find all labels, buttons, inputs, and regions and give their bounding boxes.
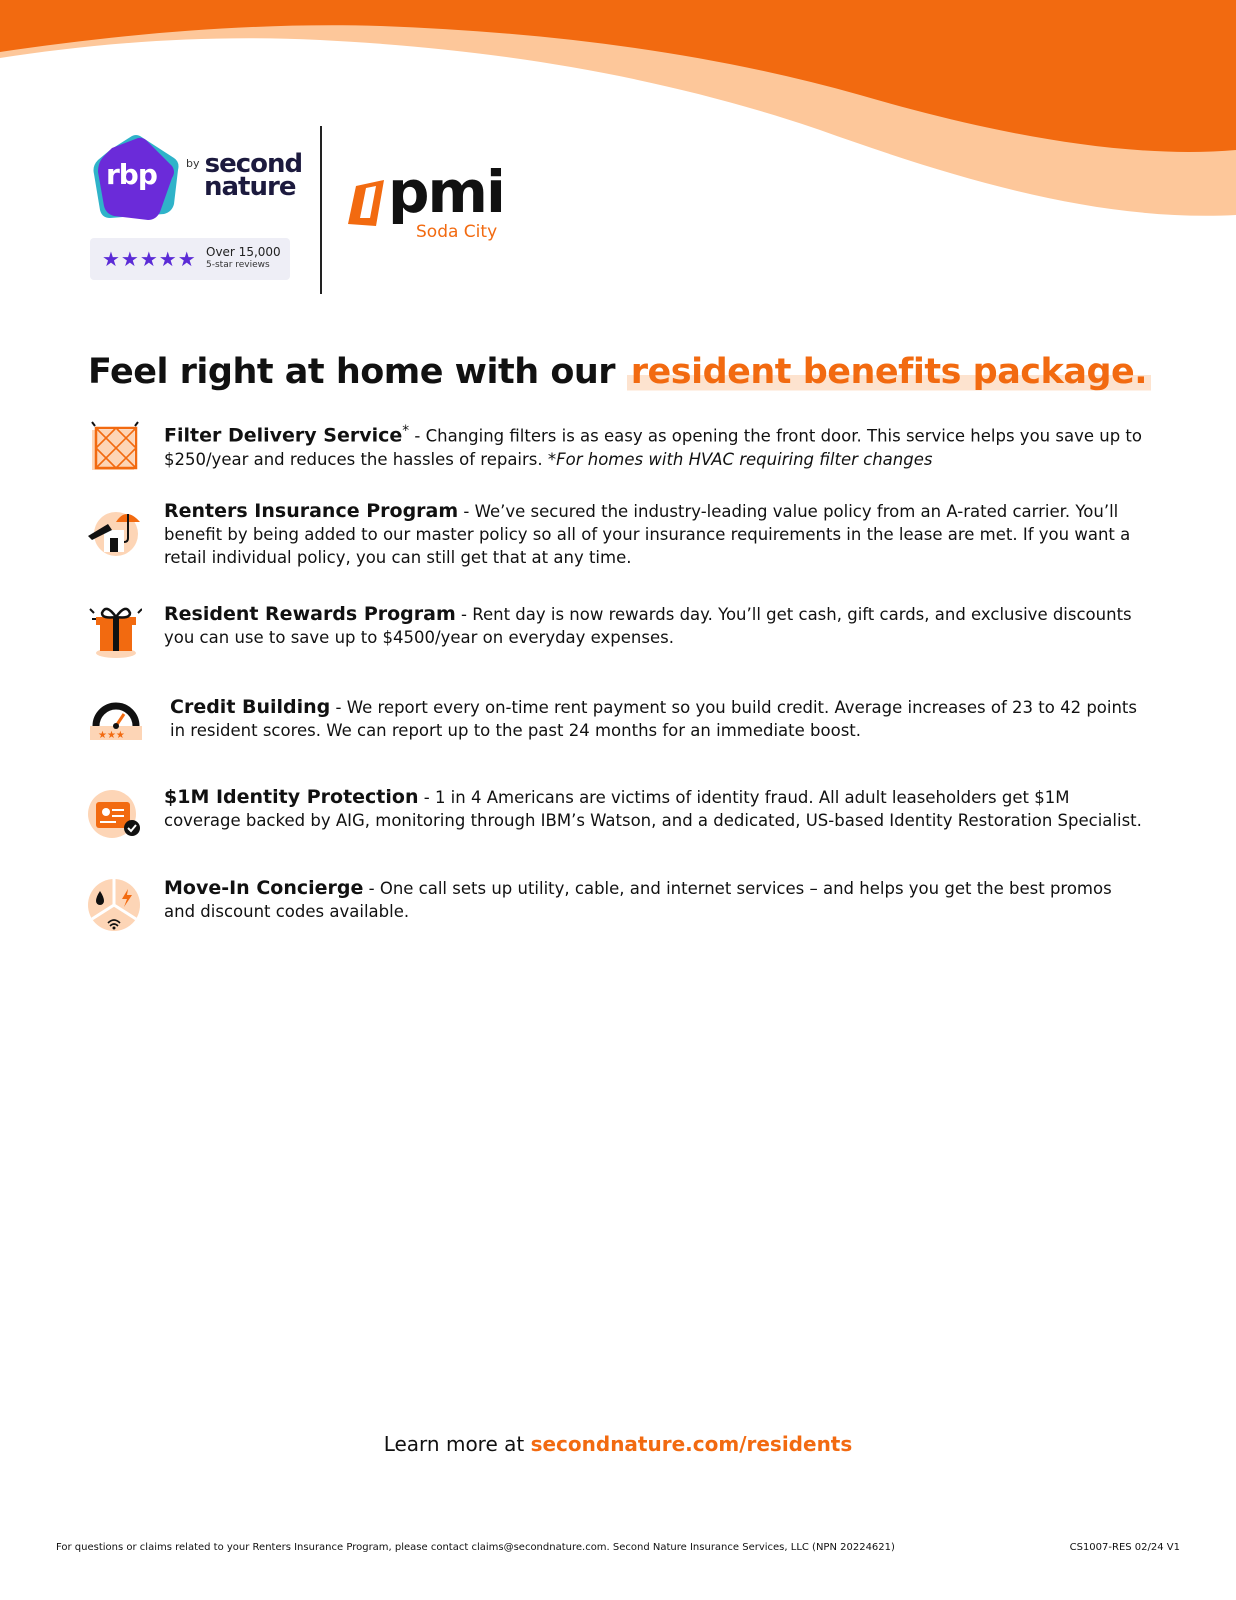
benefit-renters-insurance-text <box>164 500 1144 569</box>
review-text <box>206 246 281 272</box>
second-nature-line1: second <box>204 149 303 179</box>
learn-more-link[interactable]: secondnature.com/residents <box>530 1432 853 1456</box>
filter-icon <box>86 420 142 476</box>
credit-gauge-icon <box>86 696 142 752</box>
benefit-credit-building-text <box>170 696 1150 742</box>
benefit-title: Resident Rewards Program <box>164 603 456 625</box>
benefit-sep: - <box>455 605 473 624</box>
benefit-identity-protection-text <box>164 786 1144 832</box>
benefit-title: Renters Insurance Program <box>164 500 459 522</box>
second-nature-wordmark <box>186 149 303 202</box>
pmi-subtitle: Soda City <box>416 222 498 242</box>
rbp-second-nature-logo <box>90 132 310 222</box>
gift-icon <box>86 603 142 659</box>
pmi-flag-icon <box>346 178 386 228</box>
logo-divider <box>320 126 322 294</box>
review-count: Over 15,000 <box>206 245 281 259</box>
benefit-description: We’ve secured the industry-leading value policy from an A-rated carrier. You’ll benefit by being added to our master policy so all of your insurance requirements in the lease are met. If you want a retail individual policy, you can still get that at any time. <box>164 502 1131 567</box>
benefit-sep: - <box>418 788 435 807</box>
benefit-description: 1 in 4 Americans are victims of identity fraud. All adult leaseholders get $1M coverage backed by AIG, monitoring through IBM’s Watson, and a dedicated, US-based Identity Restoration Specialist. <box>164 788 1142 830</box>
benefit-filter-delivery-text <box>164 420 1144 471</box>
review-caption: 5-star reviews <box>206 260 270 270</box>
benefit-sep: - <box>330 698 347 717</box>
house-umbrella-icon <box>86 500 142 556</box>
five-stars-icon: ★★★★★ <box>102 247 197 271</box>
benefit-title: Filter Delivery Service <box>164 424 403 447</box>
benefit-title: $1M Identity Protection <box>164 786 419 808</box>
learn-more-line <box>0 1432 1236 1456</box>
learn-more-prefix: Learn more at <box>383 1432 531 1456</box>
page-title <box>88 352 1228 392</box>
benefit-title: Move-In Concierge <box>164 877 364 899</box>
benefit-title: Credit Building <box>170 696 331 718</box>
by-label: by <box>186 157 200 170</box>
review-badge <box>90 238 290 280</box>
page-title-prefix: Feel right at home with our <box>88 352 627 392</box>
benefit-description: We report every on-time rent payment so you build credit. Average increases of 23 to 42 points in resident scores. We can report up to the past 24 months for an immediate boost. <box>170 698 1137 740</box>
footer-disclaimer: For questions or claims related to your Renters Insurance Program, please contact claims@secondnature.com. Second Nature Insurance Services, LLC (NPN 20224621) <box>56 1542 895 1553</box>
page-title-highlight: resident benefits package. <box>627 352 1151 392</box>
document-code: CS1007-RES 02/24 V1 <box>1069 1542 1180 1553</box>
pmi-soda-city-logo <box>346 158 526 248</box>
benefit-description: One call sets up utility, cable, and internet services – and helps you get the best promos and discount codes available. <box>164 879 1112 921</box>
second-nature-line2: nature <box>204 172 296 202</box>
benefit-sep: - <box>363 879 380 898</box>
benefit-move-in-concierge-text <box>164 877 1144 923</box>
identity-card-icon <box>86 786 142 842</box>
benefit-description: Rent day is now rewards day. You’ll get cash, gift cards, and exclusive discounts you can use to save up to $4500/year on everyday expenses. <box>164 605 1132 647</box>
svg-text:★★★: ★★★ <box>98 730 125 741</box>
benefit-title-mark: * <box>402 423 410 439</box>
benefit-sep: - <box>458 502 475 521</box>
pmi-wordmark: pmi <box>388 158 504 226</box>
rbp-badge-text: rbp <box>106 158 157 191</box>
utilities-icon <box>86 877 142 933</box>
benefit-note: *For homes with HVAC requiring filter changes <box>547 449 933 469</box>
benefit-description: Changing filters is as easy as opening the front door. This service helps you save up to $250/year and reduces the hassles of repairs. <box>164 426 1142 469</box>
benefit-resident-rewards-text <box>164 603 1144 649</box>
benefit-sep: - <box>409 426 426 446</box>
